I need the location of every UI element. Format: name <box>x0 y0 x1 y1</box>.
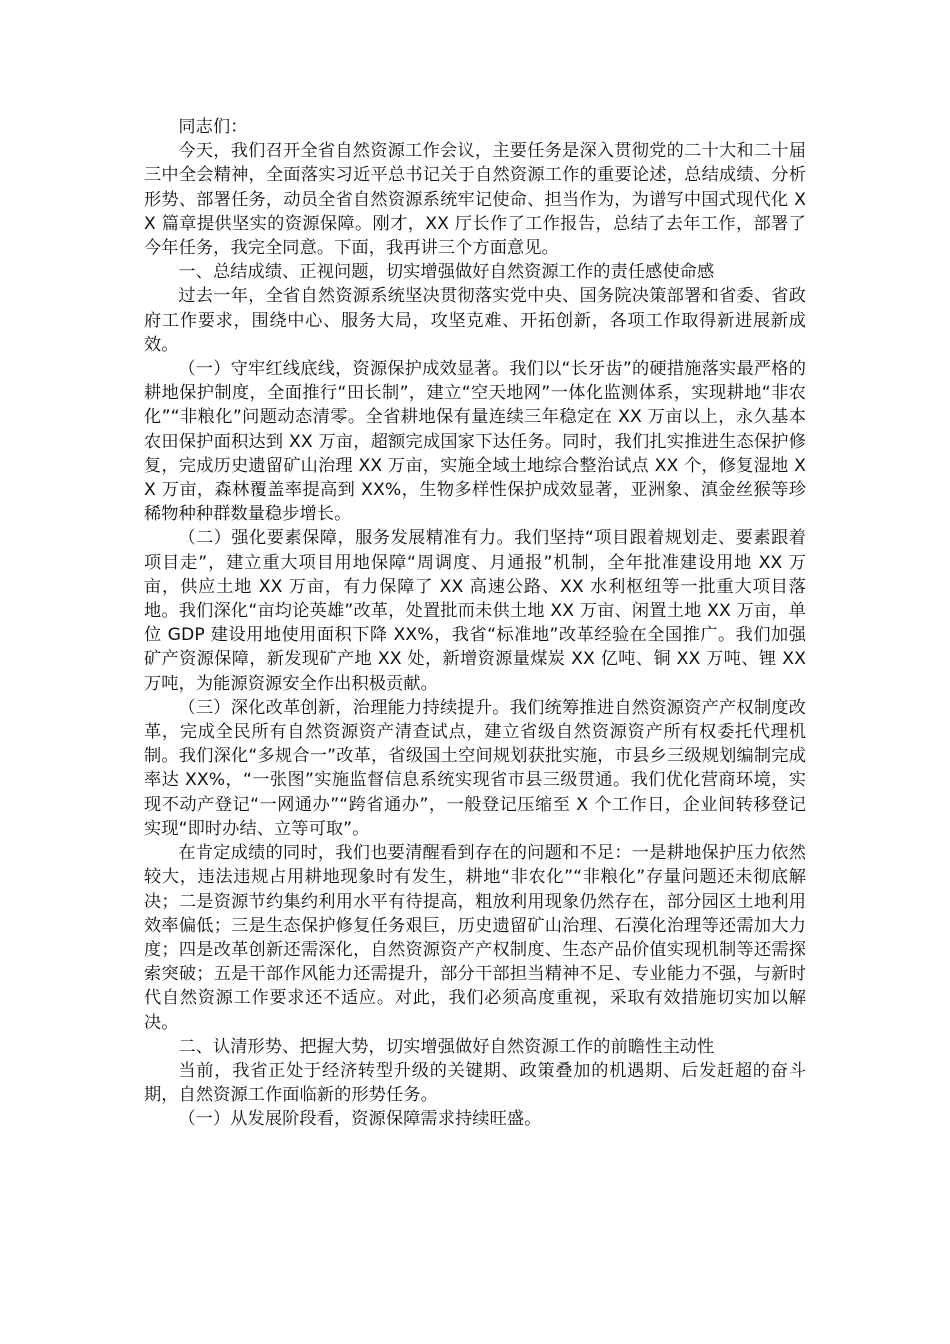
body-paragraph: 在肯定成绩的同时，我们也要清醒看到存在的问题和不足：一是耕地保护压力依然较大，违法违规占用耕地现象时有发生，耕地“非农化”“非粮化”存量问题还未彻底解决；二是资源节约集约利用水平有待提高，粗放利用现象仍然存在，部分园区土地利用效率偏低；三是生态保护修复任务艰巨，历史遗留矿山治理、石漠化治理等还需加大力度；四是改革创新还需深化，自然资源资产产权制度、生态产品价值实现机制等还需探索突破；五是干部作风能力还需提升，部分干部担当精神不足、专业能力不强，与新时代自然资源工作要求还不适应。对此，我们必须高度重视，采取有效措施切实加以解决。 <box>144 843 806 1033</box>
body-paragraph: （三）深化改革创新，治理能力持续提升。我们统筹推进自然资源资产产权制度改革，完成全民所有自然资源资产清查试点，建立省级自然资源资产所有权委托代理机制。我们深化“多规合一”改革，省级国土空间规划获批实施，市县乡三级规划编制完成率达 XX%，“一张图”实施监督信息系统实现省市县三级贯通。我们优化营商环境，实现不动产登记“一网通办”“跨省通办”，一般登记压缩至 X 个工作日，企业间转移登记实现“即时办结、立等可取”。 <box>144 697 806 839</box>
opening-paragraph: 今天，我们召开全省自然资源工作会议，主要任务是深入贯彻党的二十大和二十届三中全会精神，全面落实习近平总书记关于自然资源工作的重要论述，总结成绩、分析形势、部署任务，动员全省自然资源系统牢记使命、担当作为，为谱写中国式现代化 XX 篇章提供坚实的资源保障。刚才，XX 厅长作了工作报告，总结了去年工作，部署了今年任务，我完全同意。下面，我再讲三个方面意见。 <box>144 141 806 259</box>
body-paragraph: 过去一年，全省自然资源系统坚决贯彻落实党中央、国务院决策部署和省委、省政府工作要求，围绕中心、服务大局，攻坚克难、开拓创新，各项工作取得新进展新成效。 <box>144 286 806 355</box>
section-heading-2: 二、认清形势、把握大势，切实增强做好自然资源工作的前瞻性主动性 <box>178 1036 715 1057</box>
section-heading-1: 一、总结成绩、正视问题，切实增强做好自然资源工作的责任感使命感 <box>178 262 715 283</box>
document-page <box>144 115 806 1132</box>
body-paragraph: （二）强化要素保障，服务发展精准有力。我们坚持“项目跟着规划走、要素跟着项目走”，建立重大项目用地保障“周调度、月通报”机制，全年批准建设用地 XX 万亩，供应土地 XX 万亩，有力保障了 XX 高速公路、XX 水利枢纽等一批重大项目落地。我们深化“亩均论英雄”改革，处置批而未供土地 XX 万亩、闲置土地 XX 万亩，单位 GDP 建设用地使用面积下降 XX%，我省“标准地”改革经验在全国推广。我们加强矿产资源保障，新发现矿产地 XX 处，新增资源量煤炭 XX 亿吨、铜 XX 万吨、锂 XX 万吨，为能源资源安全作出积极贡献。 <box>144 528 806 694</box>
body-paragraph: （一）从发展阶段看，资源保障需求持续旺盛。 <box>178 1109 542 1130</box>
greeting: 同志们： <box>178 117 248 137</box>
body-paragraph: （一）守牢红线底线，资源保护成效显著。我们以“长牙齿”的硬措施落实最严格的耕地保护制度，全面推行“田长制”，建立“空天地网”一体化监测体系，实现耕地“非农化”“非粮化”问题动态清零。全省耕地保有量连续三年稳定在 XX 万亩以上，永久基本农田保护面积达到 XX 万亩，超额完成国家下达任务。同时，我们扎实推进生态保护修复，完成历史遗留矿山治理 XX 万亩，实施全域土地综合整治试点 XX 个，修复湿地 XX 万亩，森林覆盖率提高到 XX%，生物多样性保护成效显著，亚洲象、滇金丝猴等珍稀物种种群数量稳步增长。 <box>144 359 806 525</box>
body-paragraph: 当前，我省正处于经济转型升级的关键期、政策叠加的机遇期、后发赶超的奋斗期，自然资源工作面临新的形势任务。 <box>144 1060 806 1106</box>
